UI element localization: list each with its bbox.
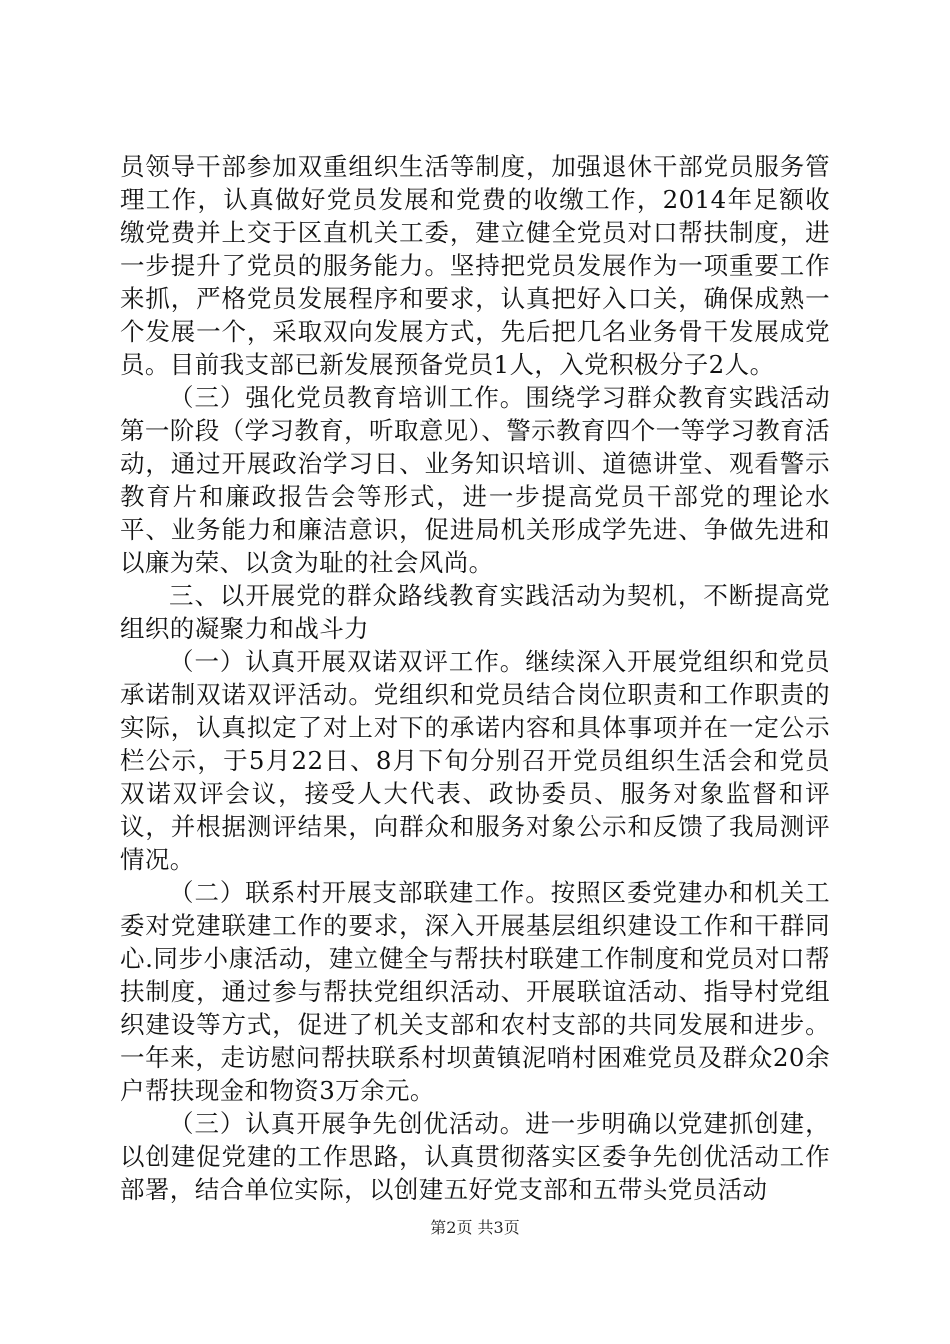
section-heading-three: 三、以开展党的群众路线教育实践活动为契机，不断提高党组织的凝聚力和战斗力 [120, 581, 830, 643]
paragraph-branch-joint-building: （二）联系村开展支部联建工作。按照区委党建办和机关工委对党建联建工作的要求，深入开展基层组织建设工作和干群同心.同步小康活动，建立健全与帮扶村联建工作制度和党员对口帮扶制度，通过参与帮扶党组织活动、开展联谊活动、指导村党组织建设等方式，促进了机关支部和农村支部的共同发展和进步。一年来，走访慰问帮扶联系村坝黄镇泥哨村困难党员及群众20余户帮扶现金和物资3万余元。 [120, 878, 830, 1105]
document-body [120, 150, 830, 1206]
paragraph-double-promise: （一）认真开展双诺双评工作。继续深入开展党组织和党员承诺制双诺双评活动。党组织和党员结合岗位职责和工作职责的实际，认真拟定了对上对下的承诺内容和具体事项并在一定公示栏公示，于5月22日、8月下旬分别召开党员组织生活会和党员双诺双评会议，接受人大代表、政协委员、服务对象监督和评议，并根据测评结果，向群众和服务对象公示和反馈了我局测评情况。 [120, 647, 830, 874]
page-number-footer: 第2页 共3页 [430, 1218, 520, 1237]
paragraph-continuation: 员领导干部参加双重组织生活等制度，加强退休干部党员服务管理工作，认真做好党员发展和党费的收缴工作，2014年足额收缴党费并上交于区直机关工委，建立健全党员对口帮扶制度，进一步提升了党员的服务能力。坚持把党员发展作为一项重要工作来抓，严格党员发展程序和要求，认真把好入口关，确保成熟一个发展一个，采取双向发展方式，先后把几名业务骨干发展成党员。目前我支部已新发展预备党员1人，入党积极分子2人。 [120, 152, 830, 379]
paragraph-education-training: （三）强化党员教育培训工作。围绕学习群众教育实践活动第一阶段（学习教育，听取意见）、警示教育四个一等学习教育活动，通过开展政治学习日、业务知识培训、道德讲堂、观看警示教育片和廉政报告会等形式，进一步提高党员干部党的理论水平、业务能力和廉洁意识，促进局机关形成学先进、争做先进和以廉为荣、以贪为耻的社会风尚。 [120, 383, 830, 577]
paragraph-excellence-activity: （三）认真开展争先创优活动。进一步明确以党建抓创建，以创建促党建的工作思路，认真贯彻落实区委争先创优活动工作部署，结合单位实际，以创建五好党支部和五带头党员活动 [120, 1109, 830, 1204]
